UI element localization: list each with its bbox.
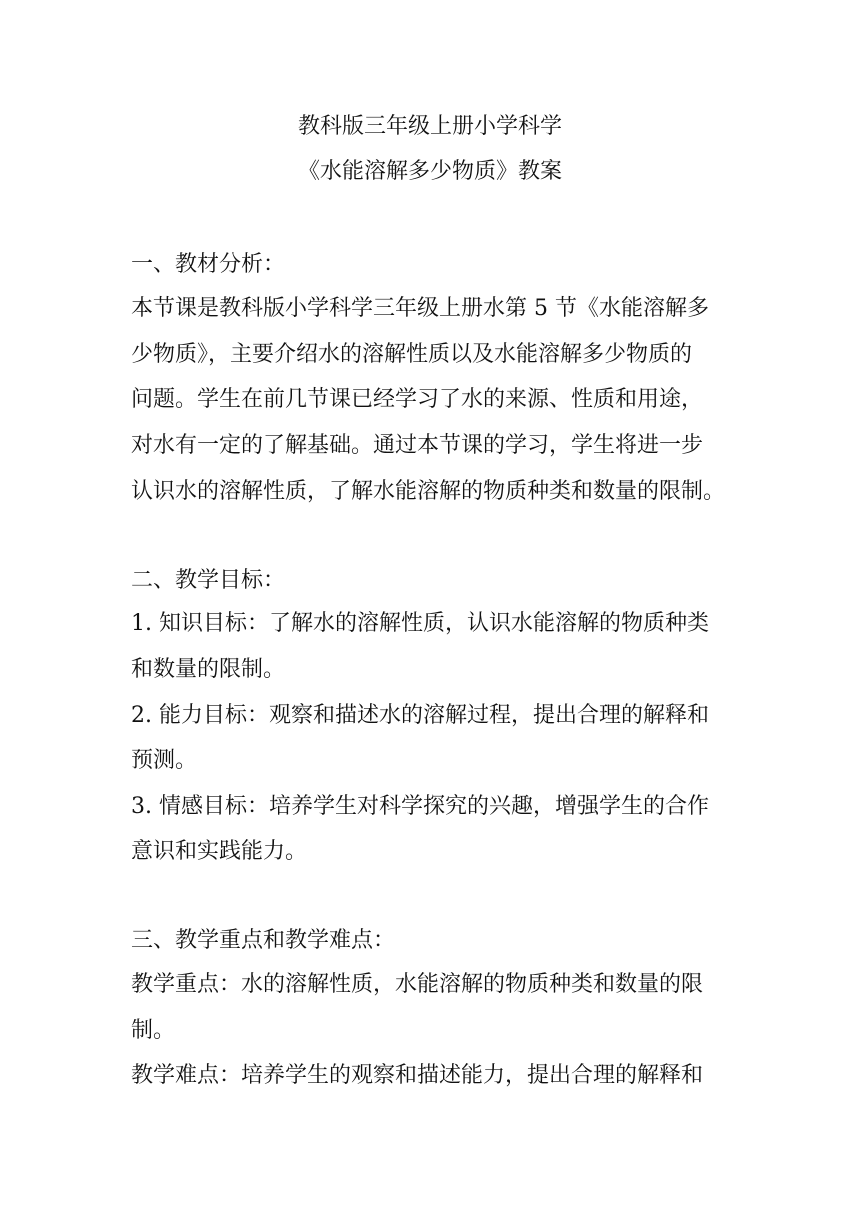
paragraph-line: 1. 知识目标：了解水的溶解性质，认识水能溶解的物质种类 [131,611,709,636]
section-heading-3: 三、教学重点和教学难点： [131,928,396,953]
paragraph-line: 对水有一定的了解基础。通过本节课的学习，学生将进一步 [131,433,704,458]
paragraph-line: 2. 能力目标：观察和描述水的溶解过程，提出合理的解释和 [131,703,709,728]
paragraph-line: 和数量的限制。 [131,657,286,682]
paragraph-line: 少物质》，主要介绍水的溶解性质以及水能溶解多少物质的 [131,342,693,367]
paragraph-line: 本节课是教科版小学科学三年级上册水第 5 节《水能溶解多 [131,296,709,321]
document-title-line-2: 《水能溶解多少物质》教案 [297,159,562,184]
section-heading-2: 二、教学目标： [131,568,286,593]
paragraph-line: 预测。 [131,748,198,773]
paragraph-line: 教学重点：水的溶解性质，水能溶解的物质种类和数量的限 [131,972,704,997]
paragraph-line: 意识和实践能力。 [131,839,308,864]
paragraph-line: 教学难点：培养学生的观察和描述能力，提出合理的解释和 [131,1063,704,1088]
document-title-line-1: 教科版三年级上册小学科学 [297,114,562,139]
paragraph-line: 认识水的溶解性质，了解水能溶解的物质种类和数量的限制。 [131,479,726,504]
paragraph-line: 制。 [131,1018,176,1043]
section-heading-1: 一、教材分析： [131,252,286,277]
paragraph-line: 问题。学生在前几节课已经学习了水的来源、性质和用途， [131,387,704,412]
paragraph-line: 3. 情感目标：培养学生对科学探究的兴趣，增强学生的合作 [131,794,709,819]
